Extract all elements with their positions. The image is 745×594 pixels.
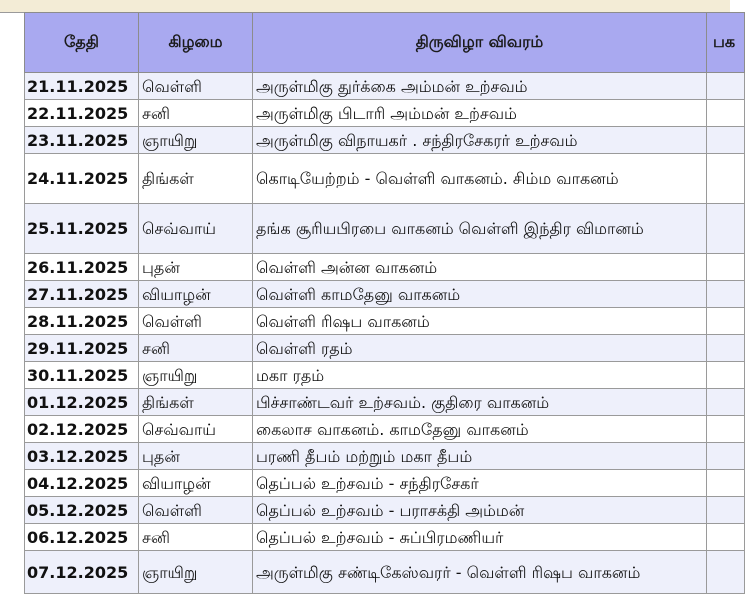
- column-header-details: திருவிழா விவரம்: [253, 13, 707, 73]
- row-date: 30.11.2025: [25, 362, 139, 389]
- row-date: 27.11.2025: [25, 281, 139, 308]
- row-day: வியாழன்: [139, 470, 253, 497]
- row-details: கொடியேற்றம் - வெள்ளி வாகனம். சிம்ம வாகனம்: [253, 154, 707, 204]
- row-details: தங்க சூரியபிரபை வாகனம் வெள்ளி இந்திர விமானம்: [253, 204, 707, 254]
- row-details: தெப்பல் உற்சவம் - சந்திரசேகர்: [253, 470, 707, 497]
- table-row: [25, 204, 745, 254]
- row-details: அருள்மிகு சண்டிகேஸ்வரர் - வெள்ளி ரிஷப வாகனம்: [253, 551, 707, 594]
- festival-schedule-table: [24, 12, 745, 594]
- row-day: வெள்ளி: [139, 73, 253, 100]
- row-details: பரணி தீபம் மற்றும் மகா தீபம்: [253, 443, 707, 470]
- row-extra-cell: [707, 443, 745, 470]
- row-extra-cell: [707, 497, 745, 524]
- row-extra-cell: [707, 362, 745, 389]
- table-header-row: [25, 13, 745, 73]
- row-day: திங்கள்: [139, 154, 253, 204]
- row-date: 23.11.2025: [25, 127, 139, 154]
- row-extra-cell: [707, 127, 745, 154]
- table-row: [25, 335, 745, 362]
- row-date: 22.11.2025: [25, 100, 139, 127]
- row-extra-cell: [707, 154, 745, 204]
- table-row: [25, 389, 745, 416]
- row-day: சனி: [139, 335, 253, 362]
- row-day: வெள்ளி: [139, 308, 253, 335]
- row-details: வெள்ளி காமதேனு வாகனம்: [253, 281, 707, 308]
- row-details: வெள்ளி அன்ன வாகனம்: [253, 254, 707, 281]
- row-details: அருள்மிகு விநாயகர் . சந்திரசேகரர் உற்சவம்: [253, 127, 707, 154]
- row-date: 26.11.2025: [25, 254, 139, 281]
- row-day: வெள்ளி: [139, 497, 253, 524]
- row-date: 29.11.2025: [25, 335, 139, 362]
- row-day: செவ்வாய்: [139, 416, 253, 443]
- row-day: புதன்: [139, 254, 253, 281]
- row-extra-cell: [707, 100, 745, 127]
- row-day: ஞாயிறு: [139, 362, 253, 389]
- row-details: அருள்மிகு பிடாரி அம்மன் உற்சவம்: [253, 100, 707, 127]
- row-extra-cell: [707, 254, 745, 281]
- row-day: சனி: [139, 100, 253, 127]
- row-extra-cell: [707, 416, 745, 443]
- table-row: [25, 443, 745, 470]
- table-row: [25, 524, 745, 551]
- row-date: 28.11.2025: [25, 308, 139, 335]
- column-header-day: கிழமை: [139, 13, 253, 73]
- row-date: 02.12.2025: [25, 416, 139, 443]
- row-extra-cell: [707, 335, 745, 362]
- row-day: வியாழன்: [139, 281, 253, 308]
- table-row: [25, 497, 745, 524]
- table-row: [25, 73, 745, 100]
- row-day: புதன்: [139, 443, 253, 470]
- row-date: 06.12.2025: [25, 524, 139, 551]
- row-day: ஞாயிறு: [139, 551, 253, 594]
- row-date: 24.11.2025: [25, 154, 139, 204]
- table-row: [25, 362, 745, 389]
- row-details: கைலாச வாகனம். காமதேனு வாகனம்: [253, 416, 707, 443]
- row-day: செவ்வாய்: [139, 204, 253, 254]
- row-extra-cell: [707, 204, 745, 254]
- row-details: பிச்சாண்டவர் உற்சவம். குதிரை வாகனம்: [253, 389, 707, 416]
- column-header-extra: பக: [707, 13, 745, 73]
- table-row: [25, 127, 745, 154]
- row-day: ஞாயிறு: [139, 127, 253, 154]
- row-day: சனி: [139, 524, 253, 551]
- table-row: [25, 551, 745, 594]
- row-details: மகா ரதம்: [253, 362, 707, 389]
- row-extra-cell: [707, 470, 745, 497]
- column-header-date: தேதி: [25, 13, 139, 73]
- row-date: 01.12.2025: [25, 389, 139, 416]
- table-row: [25, 100, 745, 127]
- row-details: வெள்ளி ரிஷப வாகனம்: [253, 308, 707, 335]
- row-extra-cell: [707, 524, 745, 551]
- row-extra-cell: [707, 281, 745, 308]
- row-details: தெப்பல் உற்சவம் - சுப்பிரமணியர்: [253, 524, 707, 551]
- table-row: [25, 470, 745, 497]
- row-extra-cell: [707, 389, 745, 416]
- table-row: [25, 416, 745, 443]
- table-row: [25, 308, 745, 335]
- row-details: தெப்பல் உற்சவம் - பராசக்தி அம்மன்: [253, 497, 707, 524]
- row-details: வெள்ளி ரதம்: [253, 335, 707, 362]
- row-date: 21.11.2025: [25, 73, 139, 100]
- row-date: 05.12.2025: [25, 497, 139, 524]
- row-extra-cell: [707, 551, 745, 594]
- row-day: திங்கள்: [139, 389, 253, 416]
- table-row: [25, 254, 745, 281]
- row-date: 03.12.2025: [25, 443, 139, 470]
- row-extra-cell: [707, 308, 745, 335]
- table-row: [25, 154, 745, 204]
- row-extra-cell: [707, 73, 745, 100]
- table-row: [25, 281, 745, 308]
- row-details: அருள்மிகு துர்க்கை அம்மன் உற்சவம்: [253, 73, 707, 100]
- row-date: 07.12.2025: [25, 551, 139, 594]
- row-date: 04.12.2025: [25, 470, 139, 497]
- row-date: 25.11.2025: [25, 204, 139, 254]
